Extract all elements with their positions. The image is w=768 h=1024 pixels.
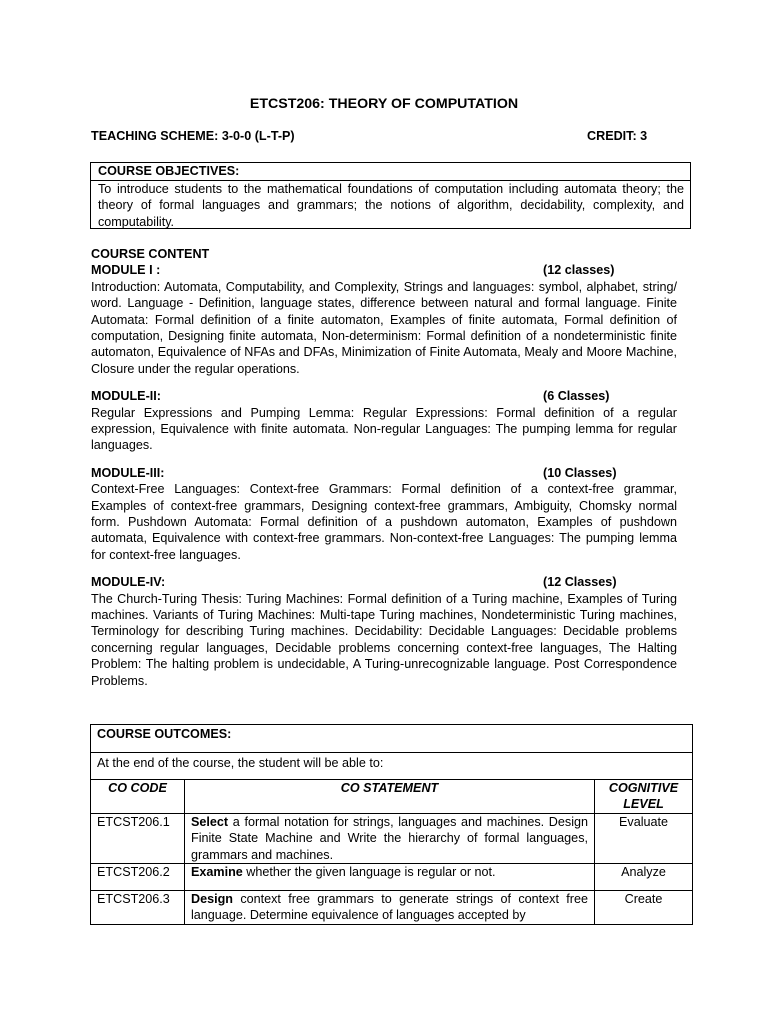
course-outcomes-table xyxy=(90,724,693,925)
module-1-heading xyxy=(91,262,677,278)
co-verb: Examine xyxy=(191,865,243,880)
module-2-heading xyxy=(91,388,677,404)
co-level: Create xyxy=(595,891,693,925)
objectives-text: To introduce students to the mathematical foundations of computation including automata theory; the theory of formal languages and grammars; the notions of algorithm, decidability, complexity, and computability. xyxy=(98,182,684,229)
co-verb: Select xyxy=(191,814,229,829)
course-content xyxy=(91,246,677,689)
module-3-heading xyxy=(91,465,677,481)
co-code: ETCST206.2 xyxy=(91,864,185,891)
col-header-statement: CO STATEMENT xyxy=(185,780,595,814)
col-header-code: CO CODE xyxy=(91,780,185,814)
outcomes-intro: At the end of the course, the student will be able to: xyxy=(91,753,693,780)
module-1-name: MODULE I : xyxy=(91,263,161,278)
module-3-name: MODULE-III: xyxy=(91,465,165,480)
module-2-text: Regular Expressions and Pumping Lemma: Regular Expressions: Formal definition of a regular expression, Equivalence with finite automata. Non-regular Languages: The pumping lemma for regular languages. xyxy=(91,405,677,453)
objectives-box xyxy=(90,162,691,229)
co-statement-rest: whether the given language is regular or not. xyxy=(242,865,496,880)
course-title: ETCST206: THEORY OF COMPUTATION xyxy=(249,96,519,112)
module-1-classes: (12 classes) xyxy=(543,263,615,278)
co-verb: Design xyxy=(191,892,233,907)
table-row xyxy=(91,891,693,925)
module-2-classes: (6 Classes) xyxy=(543,389,610,404)
outcomes-heading: COURSE OUTCOMES: xyxy=(91,725,693,753)
table-row xyxy=(91,813,693,863)
objectives-heading: COURSE OBJECTIVES: xyxy=(91,163,690,181)
table-row xyxy=(91,864,693,891)
co-statement xyxy=(185,864,595,891)
co-code: ETCST206.3 xyxy=(91,891,185,925)
credit: CREDIT: 3 xyxy=(587,129,648,143)
col-header-level: COGNITIVE LEVEL xyxy=(595,780,693,814)
module-1-text: Introduction: Automata, Computability, and Complexity, Strings and languages: symbol, alphabet, string/ word. Language - Definition, language states, difference between natural and formal language. Finite Automata: Formal definition of a finite automaton, Examples of finite automata, Formal definition of computation, Designing finite automata, Non-determinism: Formal definition of a nondeterministic finite automaton, Equivalence of NFAs and DFAs, Minimization of Finite Automata, Mealy and Moore Machine, Closure under the regular operations. xyxy=(91,279,677,376)
module-2-name: MODULE-II: xyxy=(91,389,161,404)
co-statement-rest: context free grammars to generate strings of context free language. Determine equivalence of languages accepted by xyxy=(191,892,588,923)
co-level: Analyze xyxy=(595,864,693,891)
co-statement xyxy=(185,891,595,925)
co-statement-rest: a formal notation for strings, languages and machines. Design Finite State Machine and Write the hierarchy of formal languages, grammars and machines. xyxy=(191,814,588,862)
module-4-heading xyxy=(91,574,677,590)
teaching-scheme: TEACHING SCHEME: 3-0-0 (L-T-P) xyxy=(91,129,295,143)
co-code: ETCST206.1 xyxy=(91,813,185,863)
outcomes-header-row xyxy=(91,780,693,814)
co-level: Evaluate xyxy=(595,813,693,863)
module-4-classes: (12 Classes) xyxy=(543,575,617,590)
co-statement xyxy=(185,813,595,863)
course-content-heading: COURSE CONTENT xyxy=(91,247,210,261)
module-4-text: The Church-Turing Thesis: Turing Machines: Formal definition of a Turing machine, Examples of Turing machines. Variants of Turing Machines: Multi-tape Turing machines, Nondeterministic Turing machines, Terminology for describing Turing machines. Decidability: Decidable Languages: Decidable problems concerning regular languages, Decidable problems concerning context-free languages, The Halting Problem: The halting problem is undecidable, A Turing-unrecognizable language. Post Correspondence Problems. xyxy=(91,591,677,688)
module-3-classes: (10 Classes) xyxy=(543,465,617,480)
module-4-name: MODULE-IV: xyxy=(91,575,166,590)
module-3-text: Context-Free Languages: Context-free Grammars: Formal definition of a context-free grammar, Examples of context-free grammars, Designing context-free grammars, Ambiguity, Chomsky normal form. Pushdown Automata: Formal definition of a pushdown automaton, Examples of pushdown automata, Equivalence with context-free grammars. Non-context-free Languages: The pumping lemma for context-free languages. xyxy=(91,482,677,562)
